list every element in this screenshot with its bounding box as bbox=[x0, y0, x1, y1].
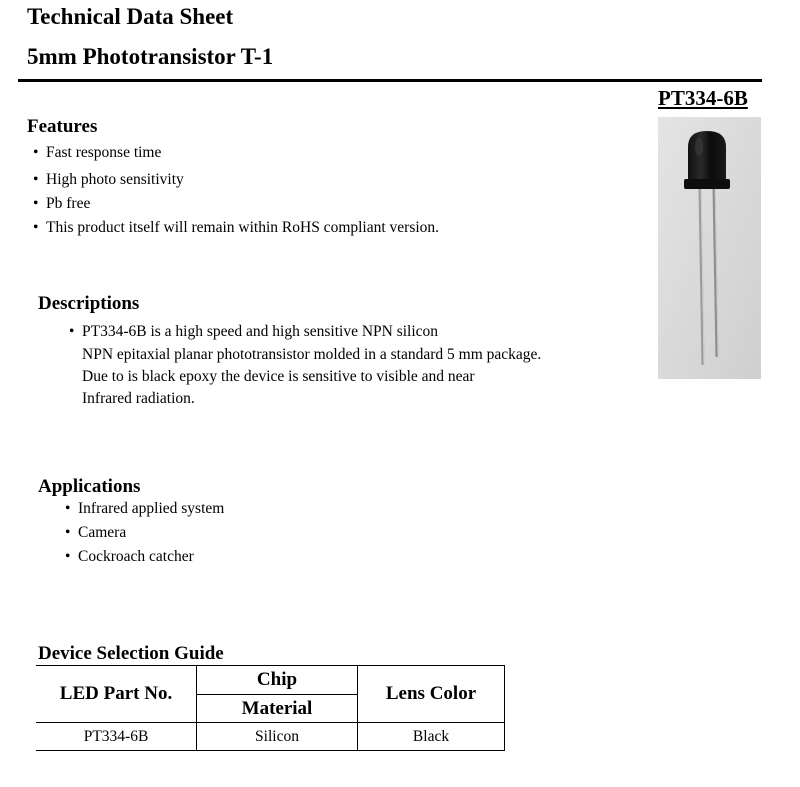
col-header-lens: Lens Color bbox=[358, 666, 505, 723]
header-divider bbox=[18, 79, 762, 82]
selection-guide-table bbox=[36, 665, 505, 751]
list-item: • Infrared applied system bbox=[65, 500, 225, 517]
list-item: • Camera bbox=[65, 524, 127, 541]
product-photo bbox=[658, 117, 761, 379]
col-header-material: Material bbox=[197, 695, 358, 723]
page-subtitle: 5mm Phototransistor T-1 bbox=[27, 44, 274, 69]
description-line: NPN epitaxial planar phototransistor molded in a standard 5 mm package. bbox=[82, 346, 542, 363]
descriptions-heading: Descriptions bbox=[38, 293, 140, 314]
list-item: • High photo sensitivity bbox=[33, 171, 184, 188]
phototransistor-image bbox=[658, 117, 761, 379]
col-header-chip: Chip bbox=[197, 666, 358, 695]
applications-heading: Applications bbox=[38, 476, 141, 497]
description-line: • PT334-6B is a high speed and high sensitive NPN silicon bbox=[69, 323, 439, 340]
table-row bbox=[36, 723, 505, 751]
selection-guide-heading: Device Selection Guide bbox=[38, 643, 224, 664]
description-line: Due to is black epoxy the device is sensitive to visible and near bbox=[82, 368, 475, 385]
features-heading: Features bbox=[27, 116, 98, 137]
cell-material: Silicon bbox=[197, 723, 358, 751]
cell-lens: Black bbox=[358, 723, 505, 751]
list-item: • Pb free bbox=[33, 195, 91, 212]
list-item: • This product itself will remain within RoHS compliant version. bbox=[33, 219, 440, 236]
list-item: • Fast response time bbox=[33, 144, 162, 161]
part-number-label: PT334-6B bbox=[658, 86, 748, 110]
cell-part: PT334-6B bbox=[36, 723, 197, 751]
list-item: • Cockroach catcher bbox=[65, 548, 194, 565]
page-title: Technical Data Sheet bbox=[27, 4, 234, 29]
col-header-part: LED Part No. bbox=[36, 666, 197, 723]
description-line: Infrared radiation. bbox=[82, 390, 195, 407]
